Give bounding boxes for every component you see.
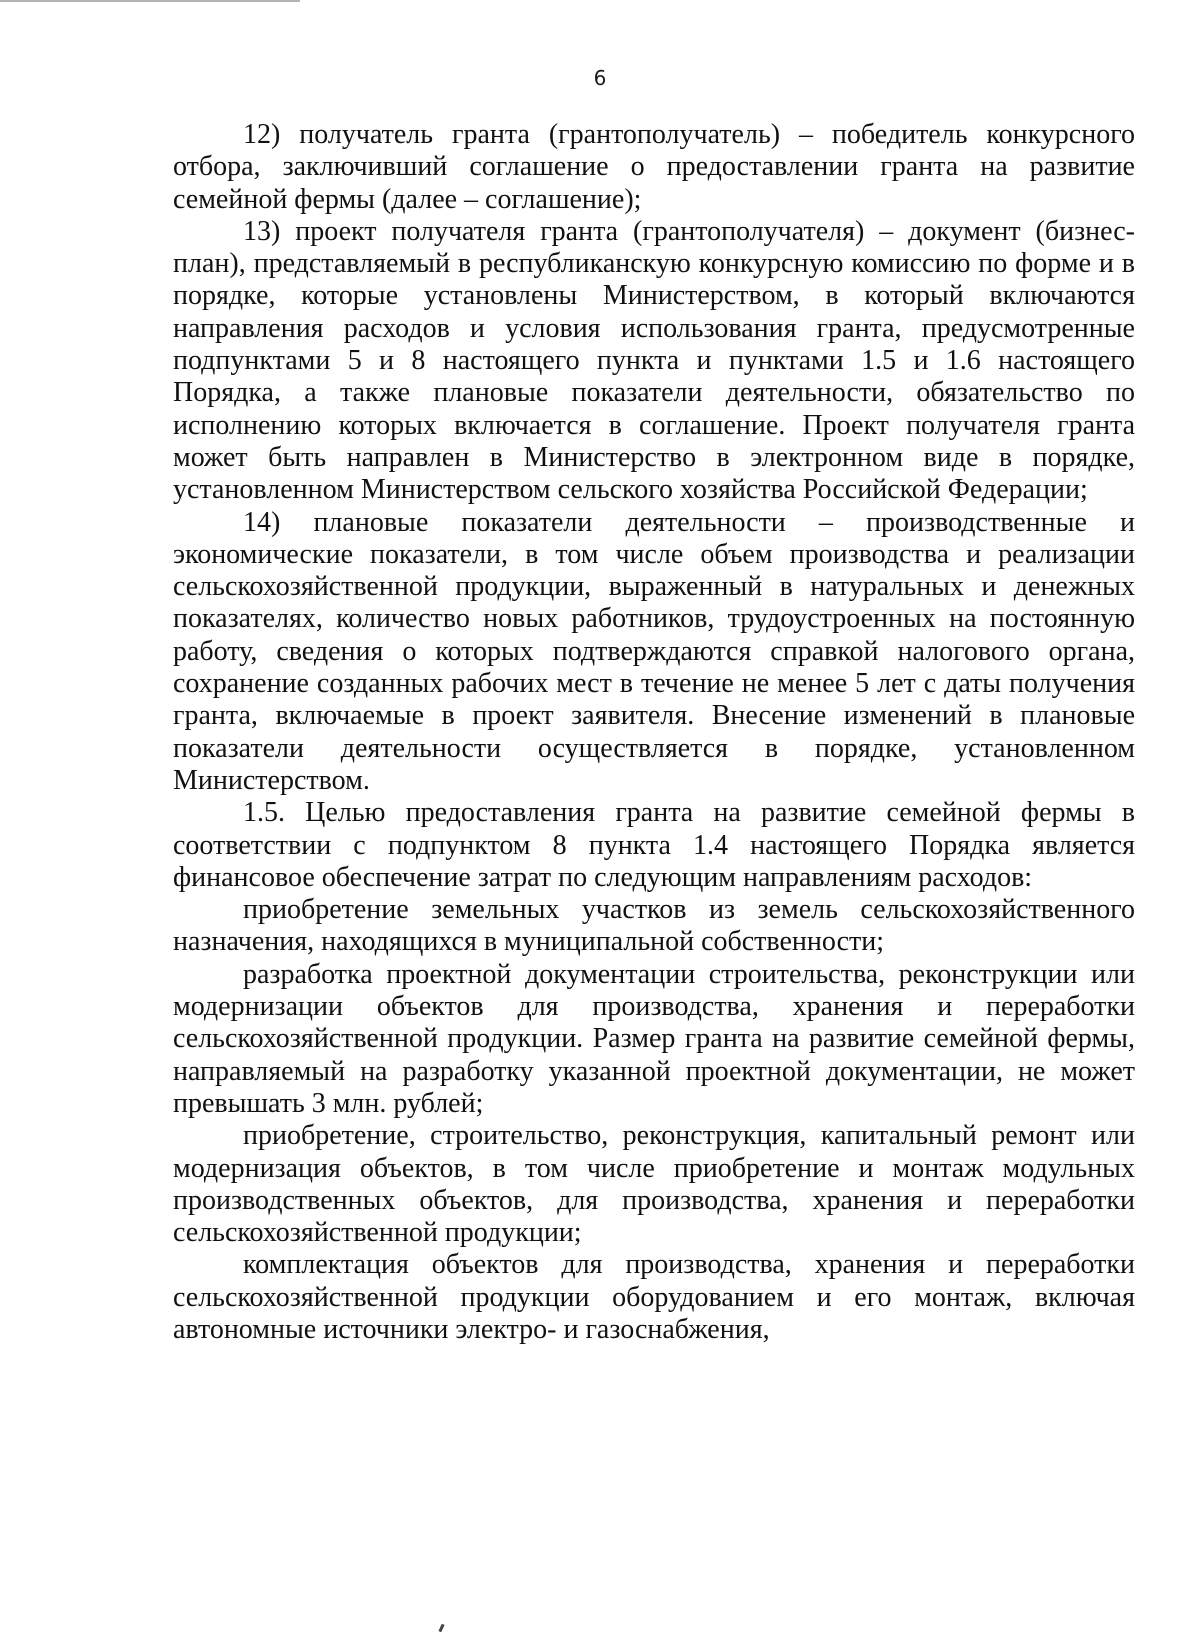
paragraph-expense-equipment: комплектация объектов для производства, хранения и переработки сельскохозяйственной продукции оборудованием и его монтаж, включая автономные источники электро- и газоснабжения, xyxy=(173,1249,1135,1345)
paragraph-item-13: 13) проект получателя гранта (грантополучателя) – документ (бизнес-план), представляемый в республиканскую конкурсную комиссию по форме и в порядке, которые установлены Министерством, в который включаются направления расходов и условия использования гранта, предусмотренные подпунктами 5 и 8 настоящего пункта и пунктами 1.5 и 1.6 настоящего Порядка, а также плановые показатели деятельности, обязательство по исполнению которых включается в соглашение. Проект получателя гранта может быть направлен в Министерство в электронном виде в порядке, установленном Министерством сельского хозяйства Российской Федерации; xyxy=(173,215,1135,506)
page-number: 6 xyxy=(593,66,607,90)
paragraph-item-12: 12) получатель гранта (грантополучатель) – победитель конкурсного отбора, заключивший соглашение о предоставлении гранта на развитие семейной фермы (далее – соглашение); xyxy=(173,119,1135,215)
paragraph-section-1-5: 1.5. Целью предоставления гранта на развитие семейной фермы в соответствии с подпунктом 8 пункта 1.4 настоящего Порядка является финансовое обеспечение затрат по следующим направлениям расходов: xyxy=(173,797,1135,893)
paragraph-expense-land: приобретение земельных участков из земель сельскохозяйственного назначения, находящихся в муниципальной собственности; xyxy=(173,894,1135,958)
paragraph-item-14: 14) плановые показатели деятельности – производственные и экономические показатели, в том числе объем производства и реализации сельскохозяйственной продукции, выраженный в натуральных и денежных показателях, количество новых работников, трудоустроенных на постоянную работу, сведения о которых подтверждаются справкой налогового органа, сохранение созданных рабочих мест в течение не менее 5 лет с даты получения гранта, включаемые в проект заявителя. Внесение изменений в плановые показатели деятельности осуществляется в порядке, установленном Министерством. xyxy=(173,506,1135,796)
scan-artifact-mark xyxy=(438,1624,444,1633)
document-body xyxy=(173,119,1135,1346)
paragraph-expense-design: разработка проектной документации строительства, реконструкции или модернизации объектов для производства, хранения и переработки сельскохозяйственной продукции. Размер гранта на развитие семейной фермы, направляемый на разработку указанной проектной документации, не может превышать 3 млн. рублей; xyxy=(173,958,1135,1119)
scan-edge-line xyxy=(0,0,300,2)
paragraph-expense-construction: приобретение, строительство, реконструкция, капитальный ремонт или модернизация объектов, в том числе приобретение и монтаж модульных производственных объектов, для производства, хранения и переработки сельскохозяйственной продукции; xyxy=(173,1120,1135,1249)
